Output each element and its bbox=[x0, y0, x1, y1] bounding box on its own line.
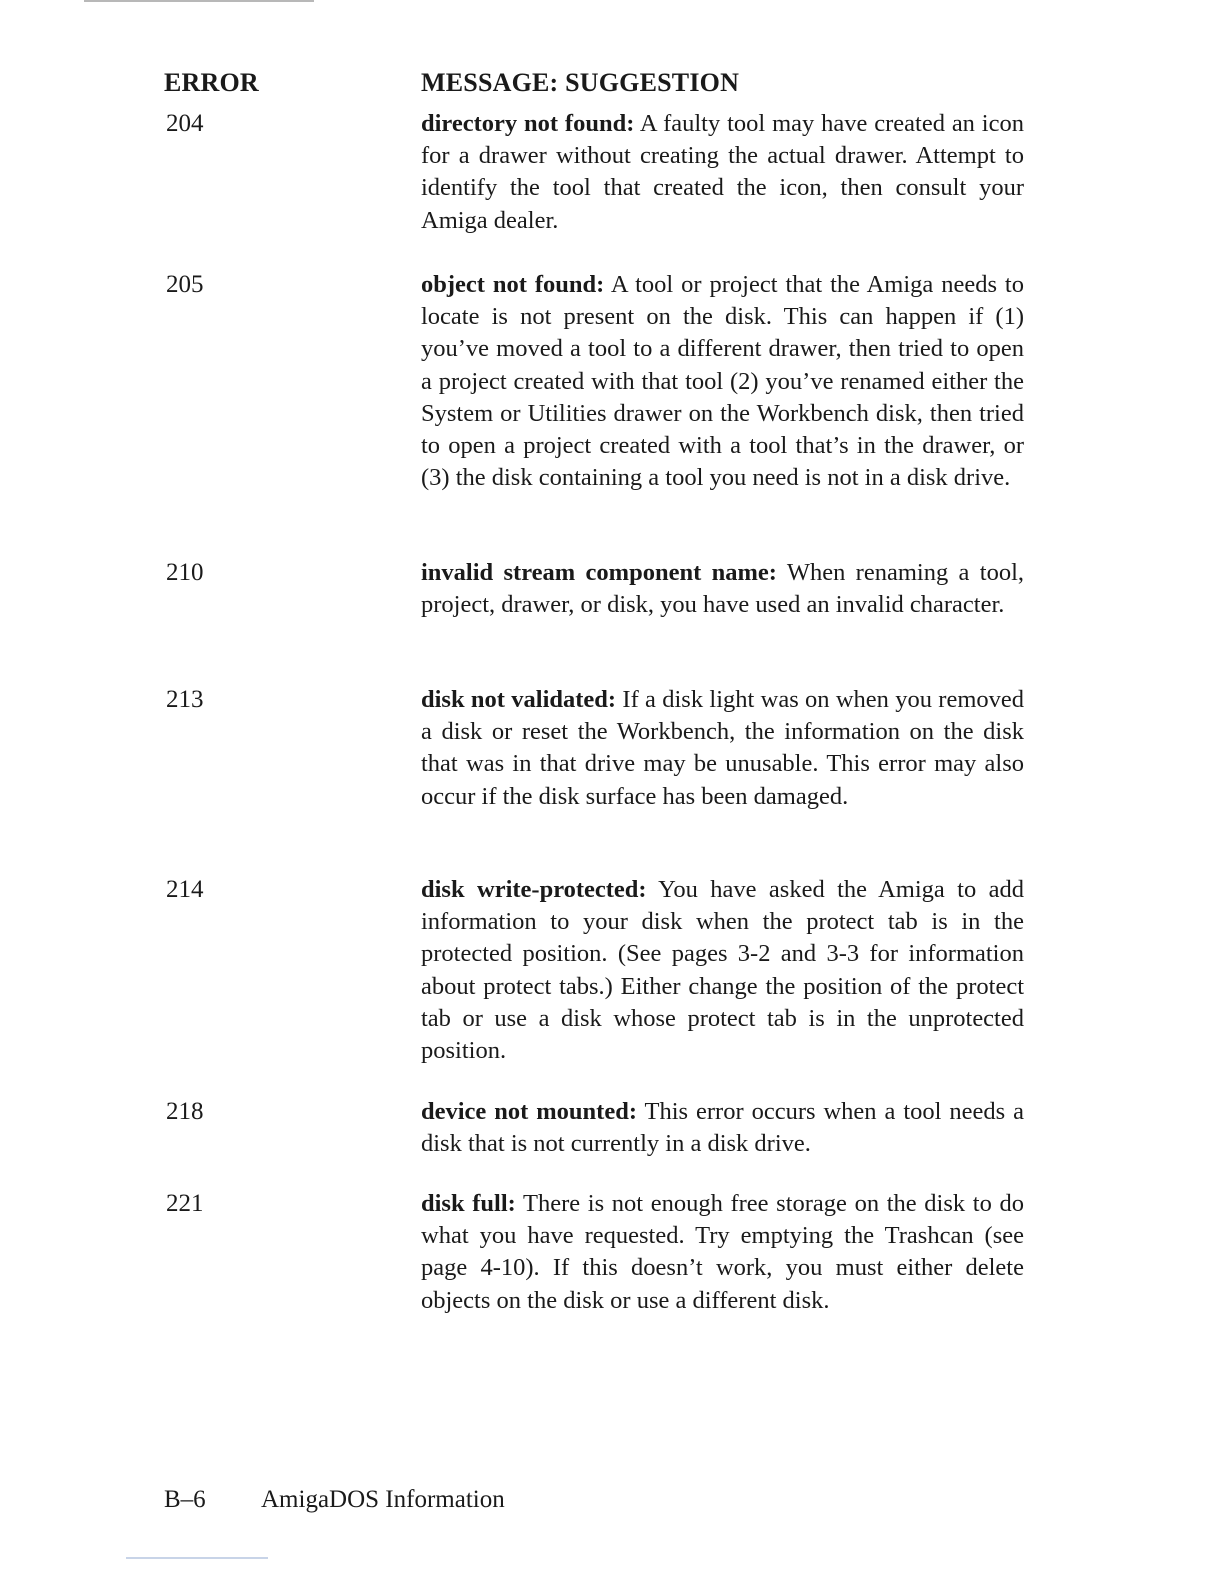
error-term: disk not validated: bbox=[421, 686, 617, 713]
error-suggestion: You have asked the Amiga to add information to your disk when the protect tab is in the protected position. (See pages 3-2 and 3-3 for information about protect tabs.) Either change the position of the protect tab or use a disk whose protect tab is in the unprotected position. bbox=[421, 876, 1024, 1065]
error-suggestion: If a disk light was on when you removed a disk or reset the Workbench, the information on the disk that was in that drive may be unusable. This error may also occur if the disk surface has been damaged. bbox=[421, 686, 1025, 810]
error-code: 221 bbox=[166, 1190, 204, 1217]
section-title: AmigaDOS Information bbox=[261, 1486, 505, 1513]
error-term: directory not found: bbox=[421, 110, 635, 137]
error-suggestion: A tool or project that the Amiga needs to locate is not present on the disk. This can happen if (1) you’ve moved a tool to a different drawer, then tried to open a project created with that tool (2) you’ve renamed either the System or Utilities drawer on the Workbench disk, then tried to open a project created with a tool that’s in the drawer, or (3) the disk containing a tool you need is not in a disk drive. bbox=[421, 271, 1024, 492]
error-suggestion: A faulty tool may have created an icon for a drawer without creating the actual drawer. Attempt to identify the tool that created the icon, then consult your Amiga dealer. bbox=[421, 110, 1024, 234]
column-header-message: MESSAGE: SUGGESTION bbox=[421, 68, 740, 97]
error-description bbox=[421, 684, 1024, 813]
error-suggestion: There is not enough free storage on the disk to do what you have requested. Try emptying the Trashcan (see page 4-10). If this doesn’t work, you must either delete objects on the disk or use a different disk. bbox=[421, 1190, 1024, 1314]
error-description bbox=[421, 874, 1024, 1067]
page-number: B–6 bbox=[164, 1486, 206, 1513]
error-term: object not found: bbox=[421, 271, 605, 298]
column-header-error: ERROR bbox=[164, 68, 259, 97]
error-description bbox=[421, 1188, 1024, 1317]
bottom-rule bbox=[126, 1557, 268, 1559]
error-code: 210 bbox=[166, 559, 204, 586]
error-suggestion: This error occurs when a tool needs a disk that is not currently in a disk drive. bbox=[421, 1098, 1024, 1158]
error-term: device not mounted: bbox=[421, 1098, 637, 1125]
error-code: 214 bbox=[166, 876, 204, 903]
error-code: 218 bbox=[166, 1098, 204, 1125]
error-description bbox=[421, 557, 1024, 621]
error-term: disk full: bbox=[421, 1190, 516, 1217]
error-term: invalid stream component name: bbox=[421, 559, 777, 586]
error-description bbox=[421, 108, 1024, 237]
error-suggestion: When renaming a tool, project, drawer, or disk, you have used an invalid character. bbox=[421, 559, 1025, 619]
error-description bbox=[421, 1096, 1024, 1160]
top-rule bbox=[84, 0, 314, 2]
error-code: 204 bbox=[166, 110, 204, 137]
error-code: 213 bbox=[166, 686, 204, 713]
error-description bbox=[421, 269, 1024, 494]
error-code: 205 bbox=[166, 271, 204, 298]
error-term: disk write-protected: bbox=[421, 876, 647, 903]
